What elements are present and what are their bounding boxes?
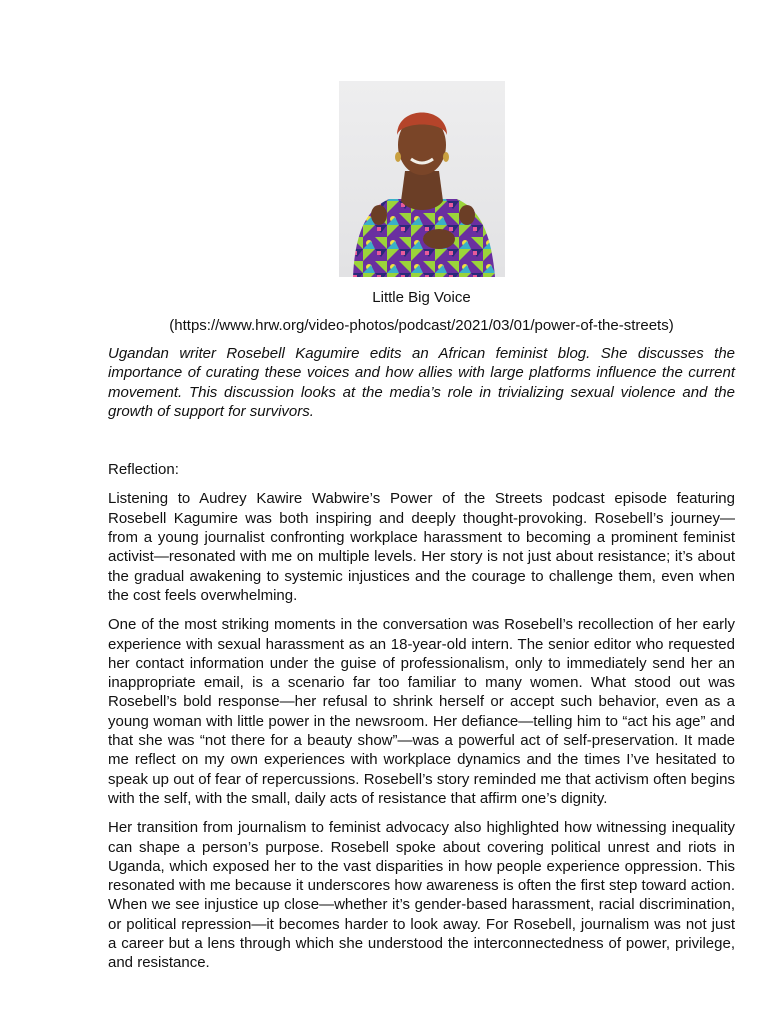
reflection-paragraph-3: Her transition from journalism to feminist advocacy also highlighted how witnessing inequality can shape a person’s purpose. Rosebell spoke about covering political unrest and riots in Uganda, which exposed her to the vast disparities in how people experience oppression. This resonated with me because it underscores how awareness is often the first step toward action. When we see injustice up close—whether it’s gender-based harassment, racial discrimination, or political repression—it becomes harder to look away. For Rosebell, journalism was not just a career but a lens through which she understood the interconnectedness of power, privilege, and resistance. bbox=[108, 819, 735, 972]
portrait-photo bbox=[339, 81, 505, 277]
photo-caption-title: Little Big Voice bbox=[372, 289, 471, 306]
reflection-paragraph-2: One of the most striking moments in the conversation was Rosebell’s recollection of her early experience with sexual harassment as an 18-year-old intern. The senior editor who requested her contact information under the guise of professionalism, only to immediately send her an inappropriate email, is a scenario far too familiar to many women. What stood out was Rosebell’s bold response—her refusal to shrink herself or accept such behavior, even as a young woman with little power in the newsroom. Her defiance—telling him to “act his age” and that she was “not there for a beauty show”—was a powerful act of self-preservation. It made me reflect on my own experiences with workplace dynamics and the times I’ve hesitated to speak up out of fear of repercussions. Rosebell’s story reminded me that activism often begins with the self, with the small, daily acts of resistance that affirm one’s dignity. bbox=[108, 616, 735, 807]
document-page bbox=[108, 81, 735, 973]
intro-summary: Ugandan writer Rosebell Kagumire edits an African feminist blog. She discusses the importance of curating these voices and how allies with large platforms influence the current movement. This discussion looks at the media’s role in trivializing sexual violence and the growth of support for survivors. bbox=[108, 345, 735, 420]
reflection-paragraph-1: Listening to Audrey Kawire Wabwire’s Power of the Streets podcast episode featuring Rosebell Kagumire was both inspiring and deeply thought-provoking. Rosebell’s journey—from a young journalist confronting workplace harassment to becoming a prominent feminist activist—resonated with me on multiple levels. Her story is not just about resistance; it’s about the gradual awakening to systemic injustices and the courage to challenge them, even when the cost feels overwhelming. bbox=[108, 490, 735, 604]
photo-caption-url: (https://www.hrw.org/video-photos/podcast/2021/03/01/power-of-the-streets) bbox=[169, 317, 674, 334]
portrait-illustration bbox=[339, 81, 505, 277]
reflection-heading: Reflection: bbox=[108, 461, 179, 479]
